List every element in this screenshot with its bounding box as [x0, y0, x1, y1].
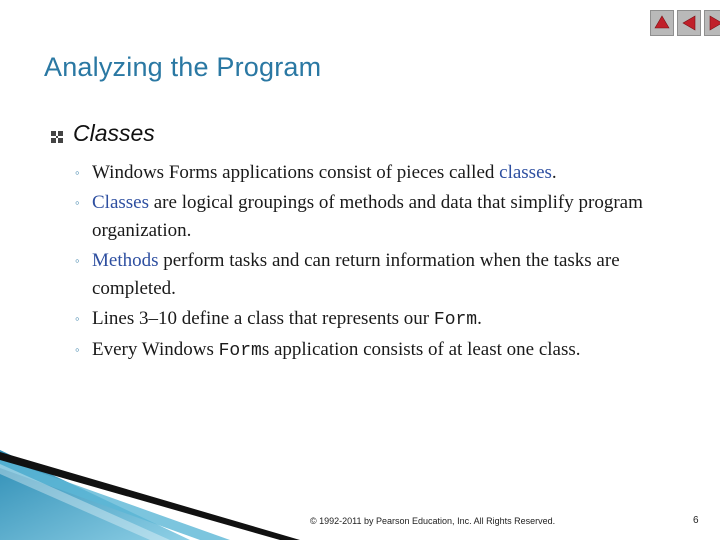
copyright-footer: © 1992-2011 by Pearson Education, Inc. All Rights Reserved.: [310, 516, 556, 526]
previous-slide-button[interactable]: [677, 10, 701, 36]
list-item-text: are logical groupings of methods and data that simplify program organization.: [92, 192, 643, 241]
next-slide-button[interactable]: [704, 10, 720, 36]
sub-bullet-list: [75, 159, 695, 367]
slide-navigation: [650, 10, 720, 36]
list-item-text: .: [477, 308, 482, 329]
home-icon: [653, 14, 671, 32]
ribbon-bullet-icon: [50, 130, 64, 144]
home-button[interactable]: [650, 10, 674, 36]
list-item-text: Methods: [92, 250, 159, 271]
list-item-text: Lines 3–10 define a class that represents our: [92, 308, 434, 329]
slide-title: Analyzing the Program: [44, 52, 322, 82]
page-number: 6: [693, 515, 699, 526]
list-item: [75, 159, 695, 187]
list-item-text: Classes: [92, 192, 149, 213]
list-item-text: Every Windows: [92, 339, 219, 360]
sub-bullet-marker: ◦: [75, 253, 80, 268]
triangle-left-icon: [680, 14, 698, 32]
list-item-text: perform tasks and can return information when the tasks are completed.: [92, 250, 620, 299]
list-item-text: Form: [433, 310, 478, 330]
list-item: [75, 305, 695, 334]
list-item-text: .: [551, 162, 557, 183]
list-item-text: Form: [218, 341, 262, 361]
sub-bullet-marker: ◦: [75, 165, 80, 180]
triangle-right-icon: [707, 14, 720, 32]
list-item-text: Windows Forms applications consist of pieces called: [92, 162, 500, 183]
bullet-heading: Classes: [73, 120, 155, 146]
list-item: [75, 189, 695, 245]
list-item-text: classes: [499, 162, 552, 183]
sub-bullet-marker: ◦: [75, 342, 80, 357]
sub-bullet-marker: ◦: [75, 195, 80, 210]
list-item-text: s application consists of at least one class.: [261, 339, 581, 360]
list-item: [75, 336, 695, 365]
decorative-wave: [0, 450, 310, 540]
list-item: [75, 247, 695, 303]
sub-bullet-marker: ◦: [75, 311, 80, 326]
